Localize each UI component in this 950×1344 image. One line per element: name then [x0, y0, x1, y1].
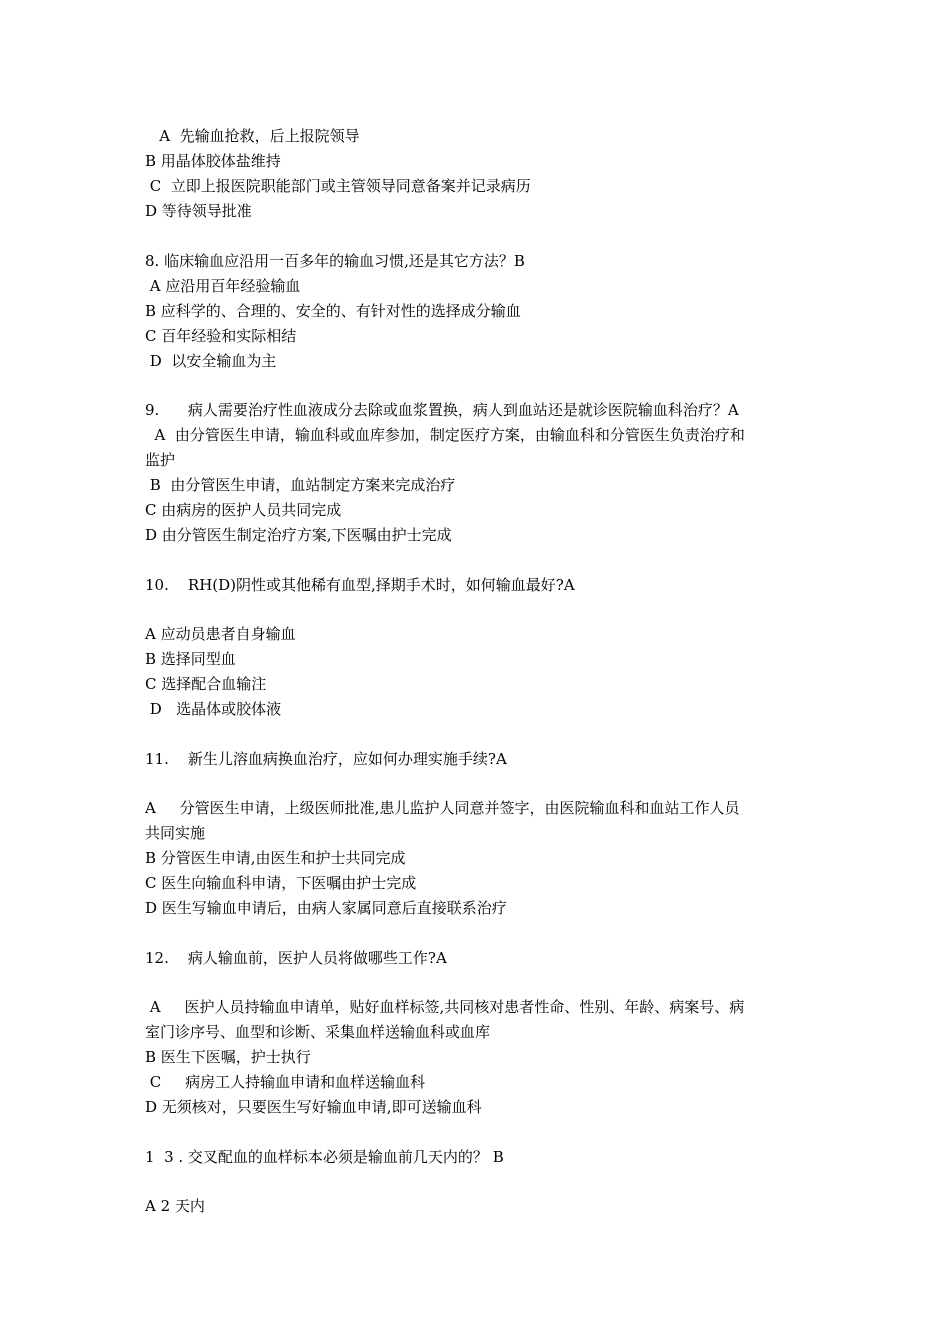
question-line: 9. 病人需要治疗性血液成分去除或血浆置换，病人到血站还是就诊医院输血科治疗？A [145, 401, 739, 419]
option-line: C 病房工人持输血申请和血样送输血科 [145, 1073, 426, 1091]
option-line: C 医生向输血科申请，下医嘱由护士完成 [145, 874, 417, 892]
option-line: A 分管医生申请，上级医师批准,患儿监护人同意并签字，由医院输血科和血站工作人员 [145, 799, 740, 817]
option-line: D 选晶体或胶体液 [145, 700, 282, 718]
question-line: 11. 新生儿溶血病换血治疗，应如何办理实施手续?A [145, 750, 507, 768]
option-line: B 应科学的、合理的、安全的、有针对性的选择成分输血 [145, 302, 521, 320]
option-line: 共同实施 [145, 824, 206, 842]
question-line: 8. 临床输血应沿用一百多年的输血习惯,还是其它方法？B [145, 252, 525, 270]
option-line: C 立即上报医院职能部门或主管领导同意备案并记录病历 [145, 177, 531, 195]
option-line: B 医生下医嘱，护士执行 [145, 1048, 311, 1066]
question-line: 10. RH(D)阴性或其他稀有血型,择期手术时，如何输血最好?A [145, 576, 575, 594]
option-line: D 由分管医生制定治疗方案,下医嘱由护士完成 [145, 526, 452, 544]
option-line: D 等待领导批准 [145, 202, 252, 220]
question-line: 1 3 . 交叉配血的血样标本必须是输血前几天内的？ B [145, 1148, 504, 1166]
option-line: A 由分管医生申请，输血科或血库参加，制定医疗方案，由输血科和分管医生负责治疗和 [145, 426, 745, 444]
question-line: 12. 病人输血前，医护人员将做哪些工作?A [145, 949, 447, 967]
option-line: B 分管医生申请,由医生和护士共同完成 [145, 849, 406, 867]
option-line: C 选择配合血输注 [145, 675, 267, 693]
option-line: B 选择同型血 [145, 650, 236, 668]
option-line: C 由病房的医护人员共同完成 [145, 501, 342, 519]
option-line: 室门诊序号、血型和诊断、采集血样送输血科或血库 [145, 1023, 491, 1041]
option-line: A 应动员患者自身输血 [145, 625, 296, 643]
option-line: C 百年经验和实际相结 [145, 327, 297, 345]
option-line: A 2 天内 [145, 1197, 205, 1215]
option-line: B 用晶体胶体盐维持 [145, 152, 281, 170]
option-line: D 以安全输血为主 [145, 352, 277, 370]
option-line: A 先输血抢救，后上报院领导 [145, 127, 360, 145]
option-line: A 应沿用百年经验输血 [145, 277, 301, 295]
option-line: D 医生写输血申请后，由病人家属同意后直接联系治疗 [145, 899, 507, 917]
option-line: D 无须核对，只要医生写好输血申请,即可送输血科 [145, 1098, 482, 1116]
option-line: A 医护人员持输血申请单，贴好血样标签,共同核对患者性命、性别、年龄、病案号、病 [145, 998, 745, 1016]
option-line: B 由分管医生申请，血站制定方案来完成治疗 [145, 476, 456, 494]
option-line: 监护 [145, 451, 176, 469]
